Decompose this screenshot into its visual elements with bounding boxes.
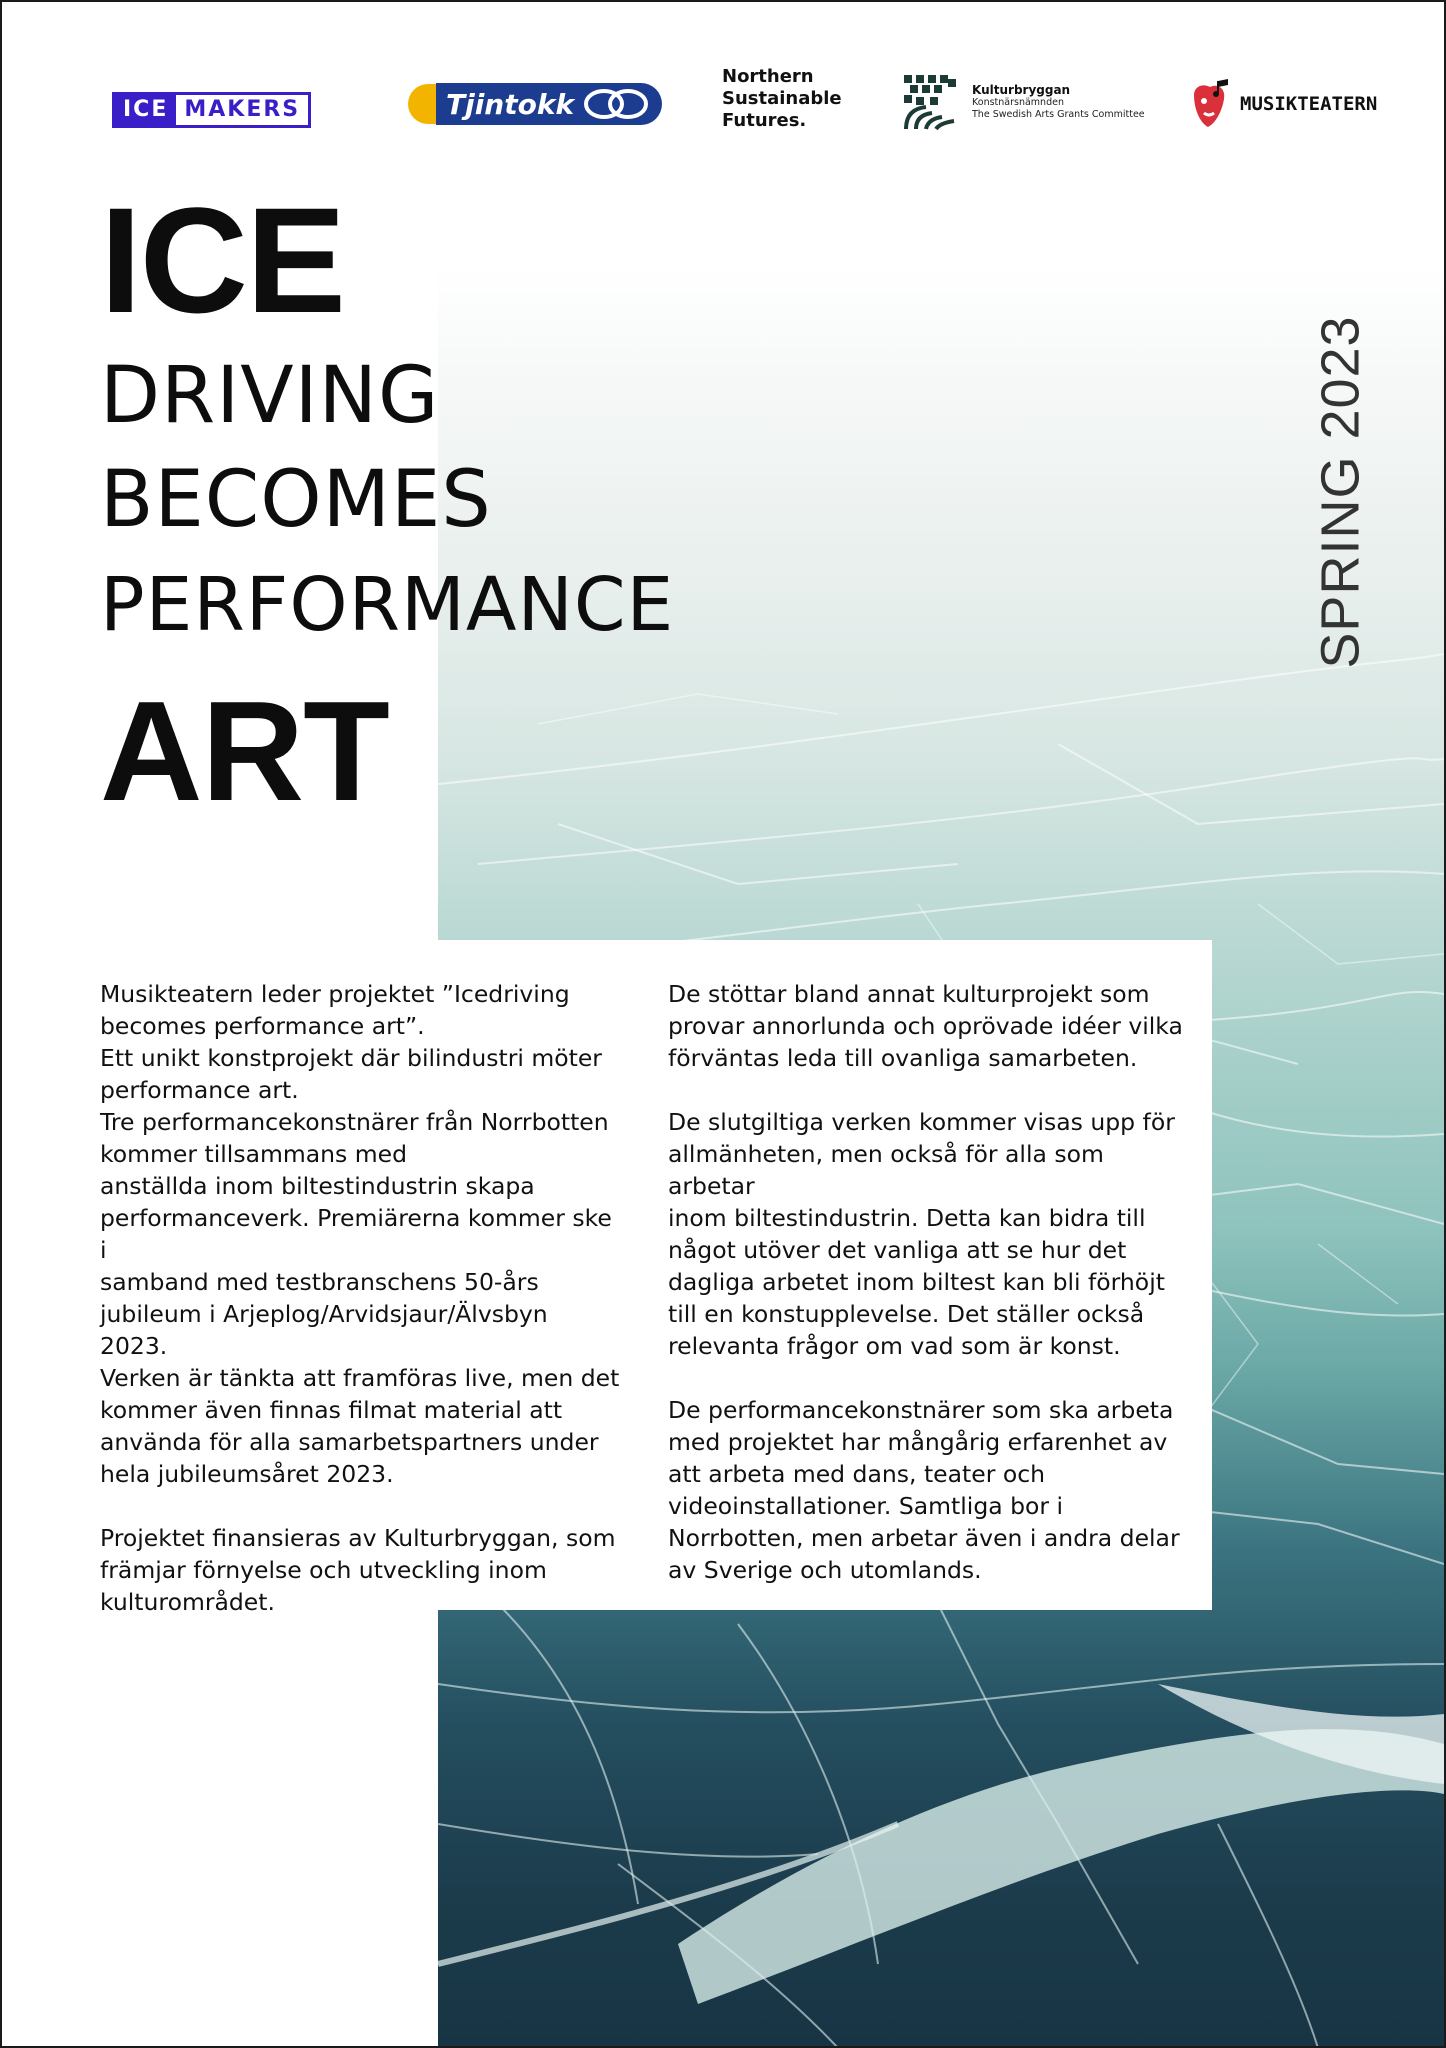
body-text-line: Verken är tänkta att framföras live, men det xyxy=(100,1364,620,1392)
kulturbryggan-sub1: Konstnärsnämnden xyxy=(972,97,1064,108)
musikteatern-mask-icon xyxy=(1188,77,1234,131)
nsf-line-2: Sustainable xyxy=(722,88,842,109)
body-text-panel xyxy=(70,940,1212,1616)
musikteatern-logo xyxy=(1188,72,1377,136)
body-text-line: samband med testbranschens 50-års xyxy=(100,1268,539,1296)
body-text-line: Norrbotten, men arbetar även i andra delar xyxy=(668,1524,1180,1552)
season-label-wrapper xyxy=(1309,315,1373,669)
body-text-line: använda för alla samarbetspartners under xyxy=(100,1428,599,1456)
body-text-line: De performancekonstnärer som ska arbeta xyxy=(668,1396,1174,1424)
body-text-line: hela jubileumsåret 2023. xyxy=(100,1460,394,1488)
ice-makers-logo-part1: ICE xyxy=(115,95,176,125)
northern-sustainable-futures-logo xyxy=(722,66,842,132)
body-text-line: av Sverige och utomlands. xyxy=(668,1556,982,1584)
tjintokk-logo xyxy=(408,72,662,136)
nsf-line-3: Futures. xyxy=(722,110,807,131)
body-text-line: Musikteatern leder projektet ”Icedriving xyxy=(100,980,570,1008)
body-text-line: inom biltestindustrin. Detta kan bidra till xyxy=(668,1204,1146,1232)
body-text-line: De stöttar bland annat kulturprojekt som xyxy=(668,980,1150,1008)
body-text-line: Tre performancekonstnärer från Norrbotten xyxy=(100,1108,609,1136)
tjintokk-rings-icon xyxy=(582,87,652,121)
body-column-left xyxy=(100,978,620,1618)
body-text-line: kommer även finnas filmat material att xyxy=(100,1396,563,1424)
headline-line-driving: DRIVING xyxy=(100,351,440,441)
musikteatern-logo-text: MUSIKTEATERN xyxy=(1240,93,1378,115)
body-text-line: Ett unikt konstprojekt där bilindustri möter xyxy=(100,1044,602,1072)
paragraph-gap xyxy=(668,1362,1188,1394)
headline-ice: ICE xyxy=(100,176,345,344)
body-text-line: De slutgiltiga verken kommer visas upp för xyxy=(668,1108,1175,1136)
body-text-line: performanceverk. Premiärerna kommer ske i xyxy=(100,1204,612,1264)
body-text-line: kommer tillsammans med xyxy=(100,1140,408,1168)
body-text-line: dagliga arbetet inom biltest kan bli förhöjt xyxy=(668,1268,1165,1296)
body-text-line: performance art. xyxy=(100,1076,299,1104)
headline-line-performance: PERFORMANCE xyxy=(100,562,675,648)
headline-line-becomes: BECOMES xyxy=(100,455,492,545)
tjintokk-sun-icon xyxy=(408,84,436,124)
kulturbryggan-title: Kulturbryggan xyxy=(972,83,1071,97)
kulturbryggan-sub2: The Swedish Arts Grants Committee xyxy=(972,109,1145,120)
body-column-right xyxy=(668,978,1188,1586)
body-text-line: provar annorlunda och oprövade idéer vilka xyxy=(668,1012,1183,1040)
body-text-line: videoinstallationer. Samtliga bor i xyxy=(668,1492,1064,1520)
body-text-line: allmänheten, men också för alla som arbetar xyxy=(668,1140,1104,1200)
body-text-line: jubileum i Arjeplog/Arvidsjaur/Älvsbyn xyxy=(100,1300,548,1328)
body-text-line: främjar förnyelse och utveckling inom xyxy=(100,1556,547,1584)
body-text-line: förväntas leda till ovanliga samarbeten. xyxy=(668,1044,1138,1072)
body-text-line: till en konstupplevelse. Det ställer också xyxy=(668,1300,1145,1328)
kulturbryggan-mark-icon xyxy=(902,73,960,131)
body-text-line: becomes performance art”. xyxy=(100,1012,425,1040)
body-text-line: Projektet finansieras av Kulturbryggan, som xyxy=(100,1524,616,1552)
headline-art: ART xyxy=(100,672,389,831)
paragraph-gap xyxy=(668,1074,1188,1106)
kulturbryggan-logo xyxy=(902,70,1145,134)
body-text-line: kulturområdet. xyxy=(100,1588,275,1616)
body-text-line: att arbeta med dans, teater och xyxy=(668,1460,1046,1488)
paragraph-gap xyxy=(100,1490,620,1522)
body-text-line: relevanta frågor om vad som är konst. xyxy=(668,1332,1121,1360)
body-text-line: 2023. xyxy=(100,1332,168,1360)
ice-makers-logo xyxy=(112,78,311,142)
ice-makers-logo-part2: MAKERS xyxy=(176,95,308,125)
body-text-line: med projektet har mångårig erfarenhet av xyxy=(668,1428,1168,1456)
body-text-line: anställda inom biltestindustrin skapa xyxy=(100,1172,535,1200)
nsf-line-1: Northern xyxy=(722,66,814,87)
tjintokk-logo-text: Tjintokk xyxy=(446,87,575,121)
body-text-line: något utöver det vanliga att se hur det xyxy=(668,1236,1127,1264)
season-label: SPRING 2023 xyxy=(1311,315,1372,669)
